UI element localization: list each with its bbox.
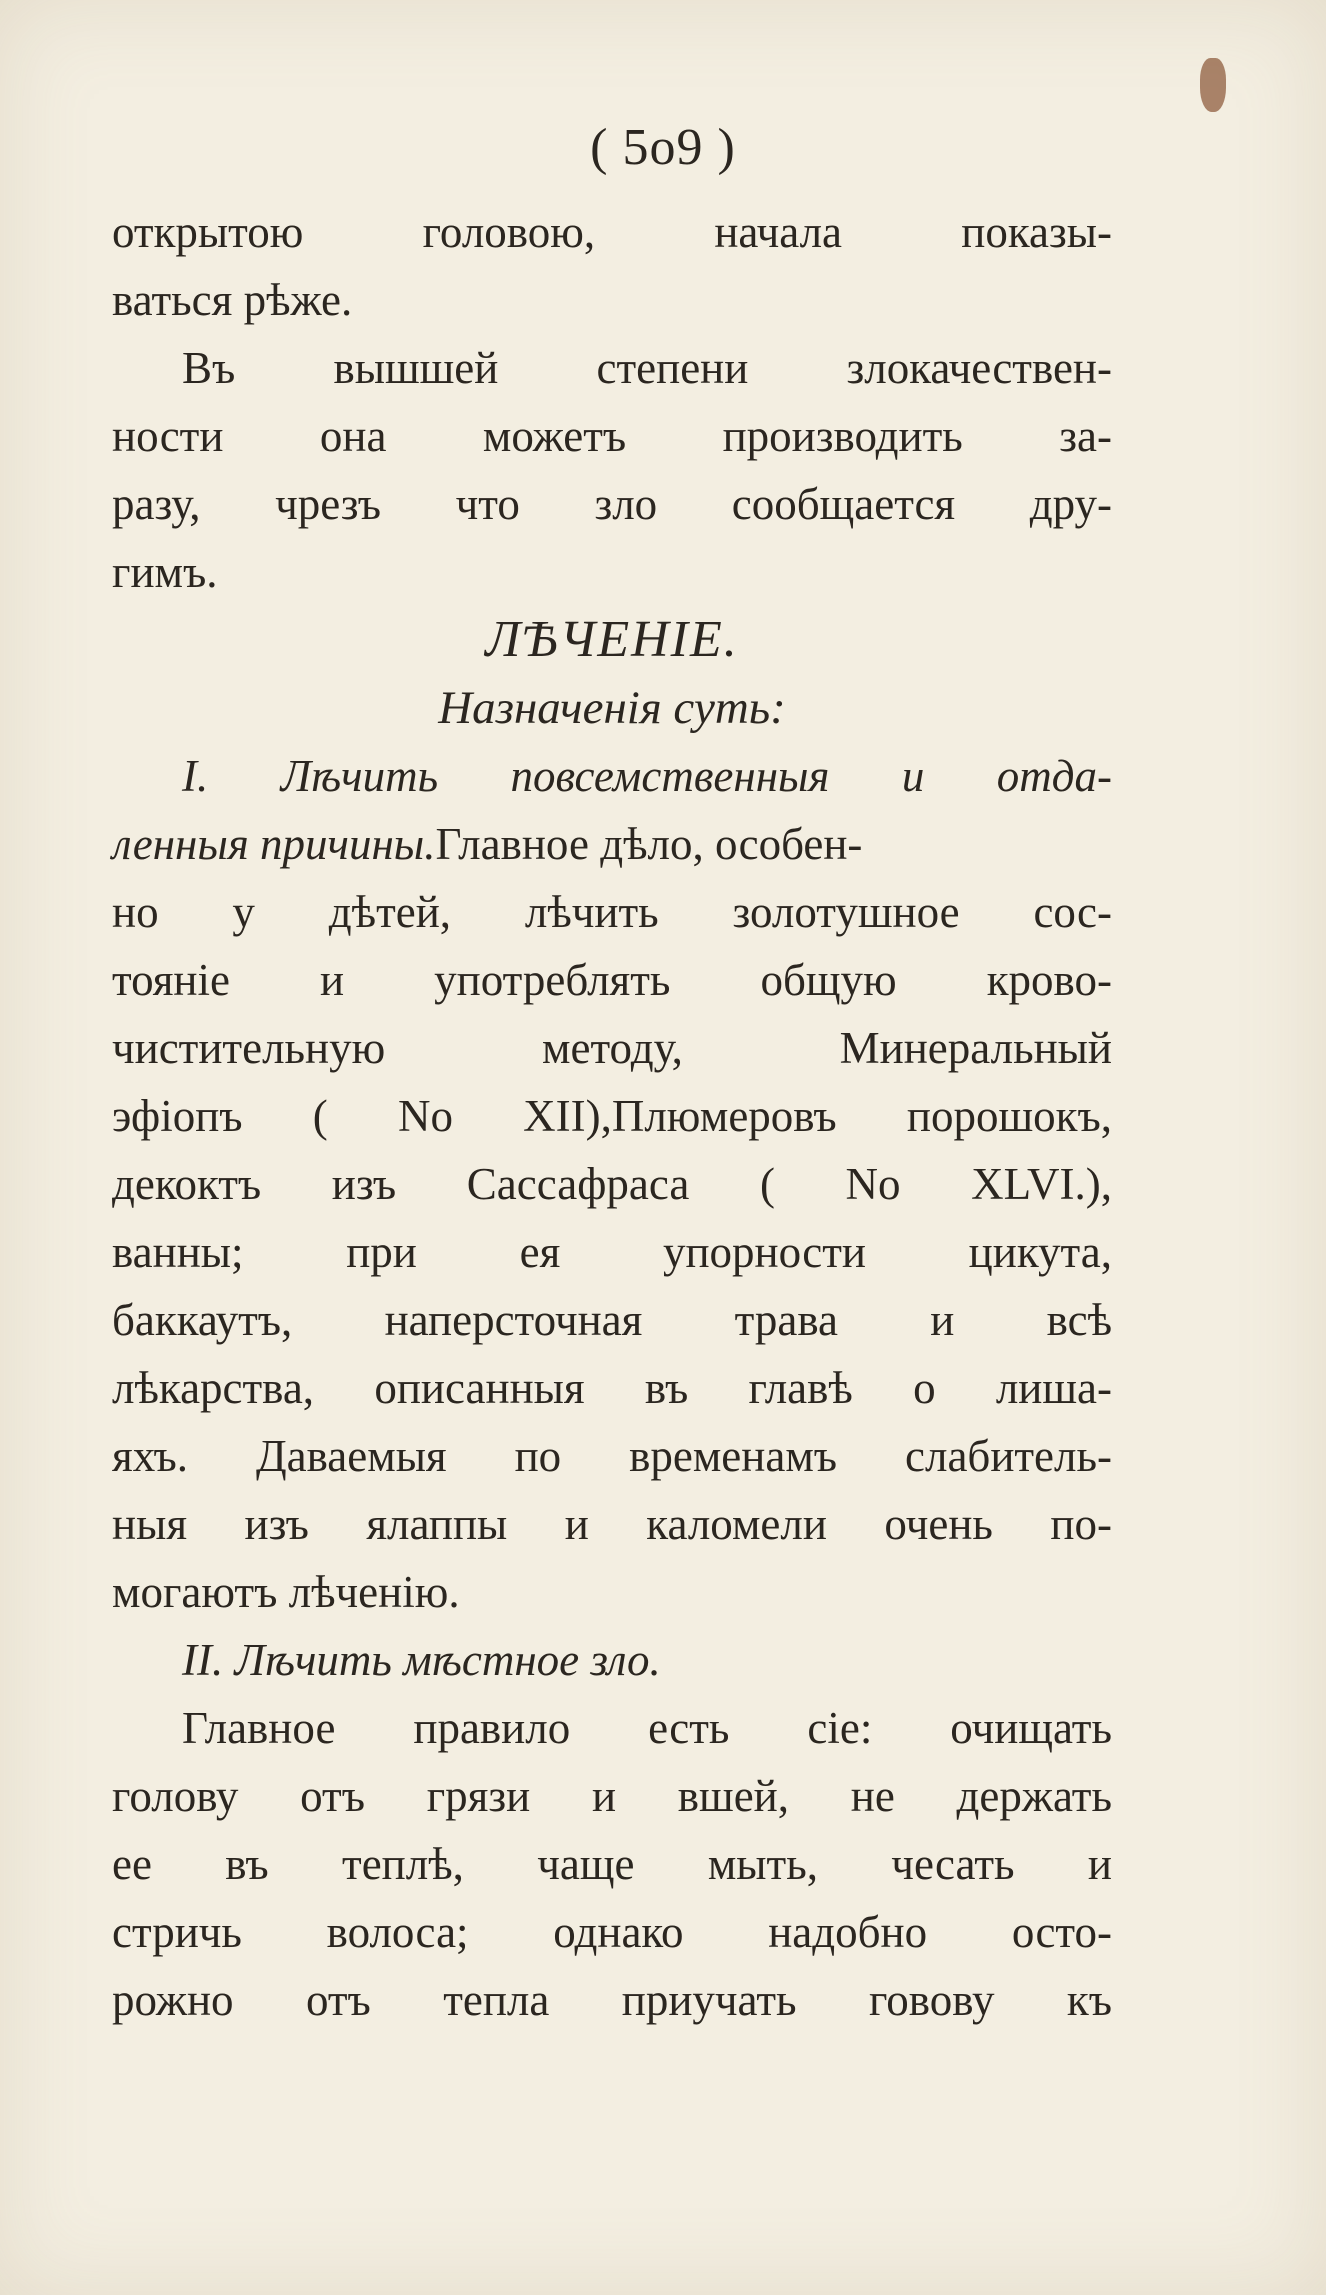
text-line-italic-part: ленныя причины. — [112, 819, 436, 869]
text-line: открытою головою, начала показы- — [112, 207, 1112, 257]
text-line: тояніе и употреблять общую крово- — [112, 955, 1112, 1005]
text-line: ваться рѣже. — [112, 275, 353, 325]
text-line: эфіопъ ( No XII),Плюмеровъ порошокъ, — [112, 1091, 1112, 1141]
text-line-roman-part: Главное дѣло, особен- — [435, 819, 863, 869]
text-line: разу, чрезъ что зло сообщается дру- — [112, 479, 1112, 529]
page-edge-stain — [1200, 58, 1226, 112]
text-line: рожно отъ тепла приучать говову къ — [112, 1975, 1112, 2025]
text-line: лѣкарства, описанныя въ главѣ о лиша- — [112, 1363, 1112, 1413]
text-line: могаютъ лѣченію. — [112, 1567, 460, 1617]
section-item-heading: II. Лѣчить мѣстное зло. — [182, 1635, 661, 1685]
text-line: Главное правило есть сіе: очищать — [182, 1703, 1112, 1753]
text-line: стричь волоса; однако надобно осто- — [112, 1907, 1112, 1957]
section-heading: ЛѢЧЕНІЕ. — [485, 611, 739, 668]
page-number: ( 5o9 ) — [590, 119, 736, 176]
text-line: ности она можетъ производить за- — [112, 411, 1112, 461]
text-line: чистительную методу, Минеральный — [112, 1023, 1112, 1073]
text-line: I. Лѣчить повсемственныя и отда- — [182, 751, 1112, 801]
section-subheading: Назначенія суть: — [438, 682, 786, 734]
text-line: голову отъ грязи и вшей, не держать — [112, 1771, 1112, 1821]
text-line: яхъ. Даваемыя по временамъ слабитель- — [112, 1431, 1112, 1481]
text-line: ныя изъ ялаппы и каломели очень по- — [112, 1499, 1112, 1549]
text-line: декоктъ изъ Сассафраса ( No XLVI.), — [112, 1159, 1112, 1209]
body-text — [112, 198, 1112, 2034]
text-line — [112, 810, 1112, 878]
text-line: баккаутъ, наперсточная трава и всѣ — [112, 1295, 1112, 1345]
text-line: ванны; при ея упорности цикута, — [112, 1227, 1112, 1277]
text-line: Въ вышшей степени злокачествен- — [182, 343, 1112, 393]
text-line: но у дѣтей, лѣчить золотушное сос- — [112, 887, 1112, 937]
text-line: ее въ теплѣ, чаще мыть, чесать и — [112, 1839, 1112, 1889]
text-line: гимъ. — [112, 547, 218, 597]
